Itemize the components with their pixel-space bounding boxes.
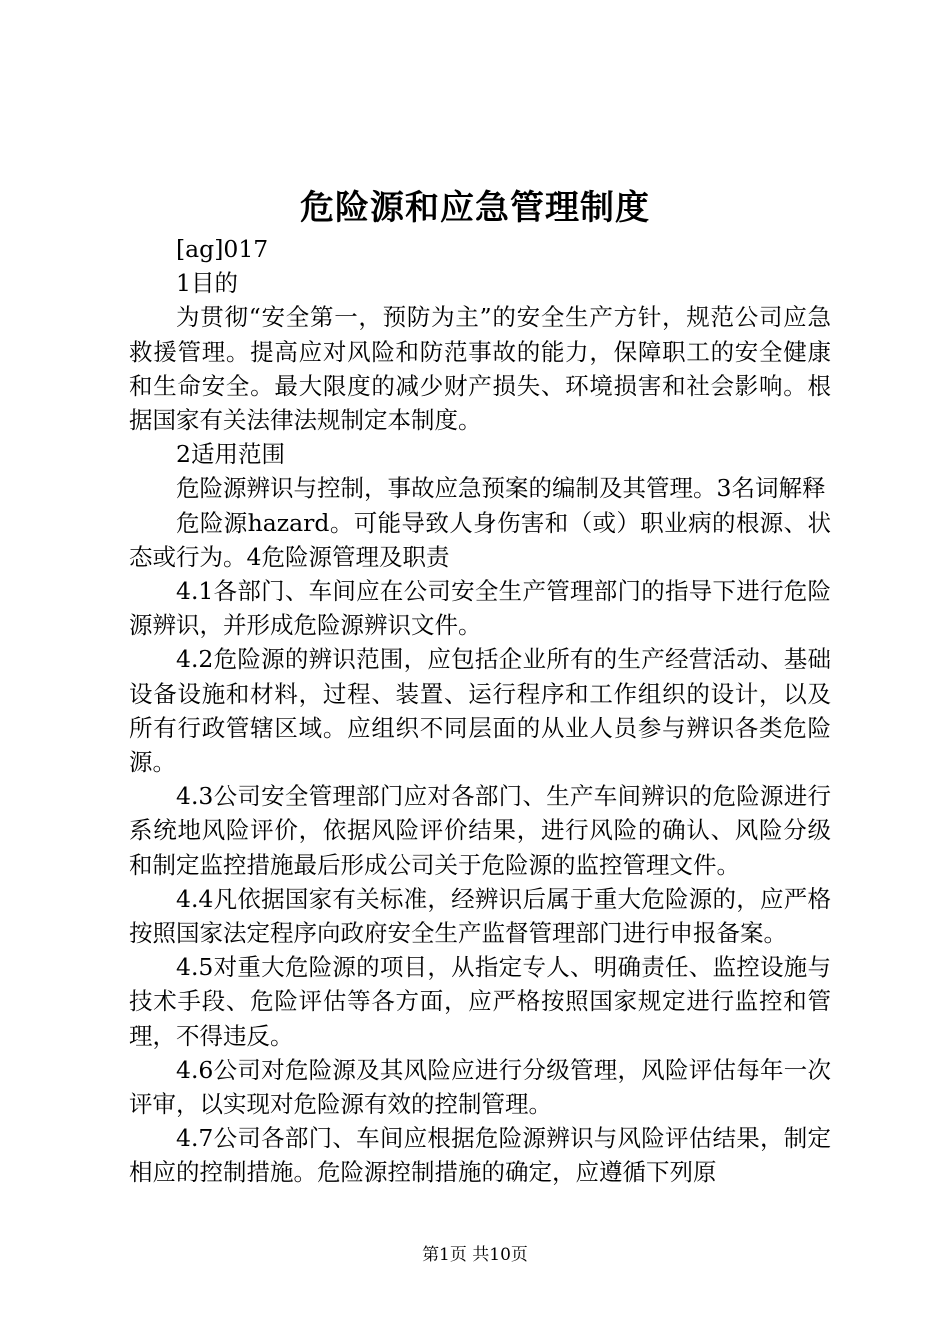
page-number-footer: 第1页 共10页: [422, 1245, 528, 1265]
paragraph-4-2: 4.2危险源的辨识范围，应包括企业所有的生产经营活动、基础设备设施和材料，过程、装置、运行程序和工作组织的设计，以及所有行政管辖区域。应组织不同层面的从业人员参与辨识各类危险源。: [129, 645, 831, 777]
paragraph-4-5: 4.5对重大危险源的项目，从指定专人、明确责任、监控设施与技术手段、危险评估等各方面，应严格按照国家规定进行监控和管理，不得违反。: [129, 953, 831, 1050]
paragraph-doc-code: [ag]017: [176, 235, 269, 263]
paragraph-scope: 危险源辨识与控制，事故应急预案的编制及其管理。3名词解释: [176, 474, 826, 503]
paragraph-purpose: 为贯彻“安全第一，预防为主”的安全生产方针，规范公司应急救援管理。提高应对风险和防范事故的能力，保障职工的安全健康和生命安全。最大限度的减少财产损失、环境损害和社会影响。根据国家有关法律法规制定本制度。: [129, 303, 831, 435]
paragraph-section-2-heading: 2适用范围: [176, 440, 285, 469]
paragraph-4-1: 4.1各部门、车间应在公司安全生产管理部门的指导下进行危险源辨识，并形成危险源辨识文件。: [129, 577, 831, 640]
paragraph-4-3: 4.3公司安全管理部门应对各部门、生产车间辨识的危险源进行系统地风险评价，依据风险评价结果，进行风险的确认、风险分级和制定监控措施最后形成公司关于危险源的监控管理文件。: [129, 782, 831, 879]
document-body: [129, 232, 831, 1190]
paragraph-4-6: 4.6公司对危险源及其风险应进行分级管理，风险评估每年一次评审，以实现对危险源有效的控制管理。: [129, 1055, 831, 1119]
paragraph-section-1-heading: 1目的: [176, 269, 238, 298]
paragraph-definition: 危险源hazard。可能导致人身伤害和（或）职业病的根源、状态或行为。4危险源管理及职责: [129, 508, 831, 571]
paragraph-4-7: 4.7公司各部门、车间应根据危险源辨识与风险评估结果，制定相应的控制措施。危险源控制措施的确定，应遵循下列原: [129, 1124, 831, 1187]
paragraph-4-4: 4.4凡依据国家有关标准，经辨识后属于重大危险源的，应严格按照国家法定程序向政府安全生产监督管理部门进行申报备案。: [129, 884, 831, 948]
document-title: 危险源和应急管理制度: [300, 188, 650, 228]
